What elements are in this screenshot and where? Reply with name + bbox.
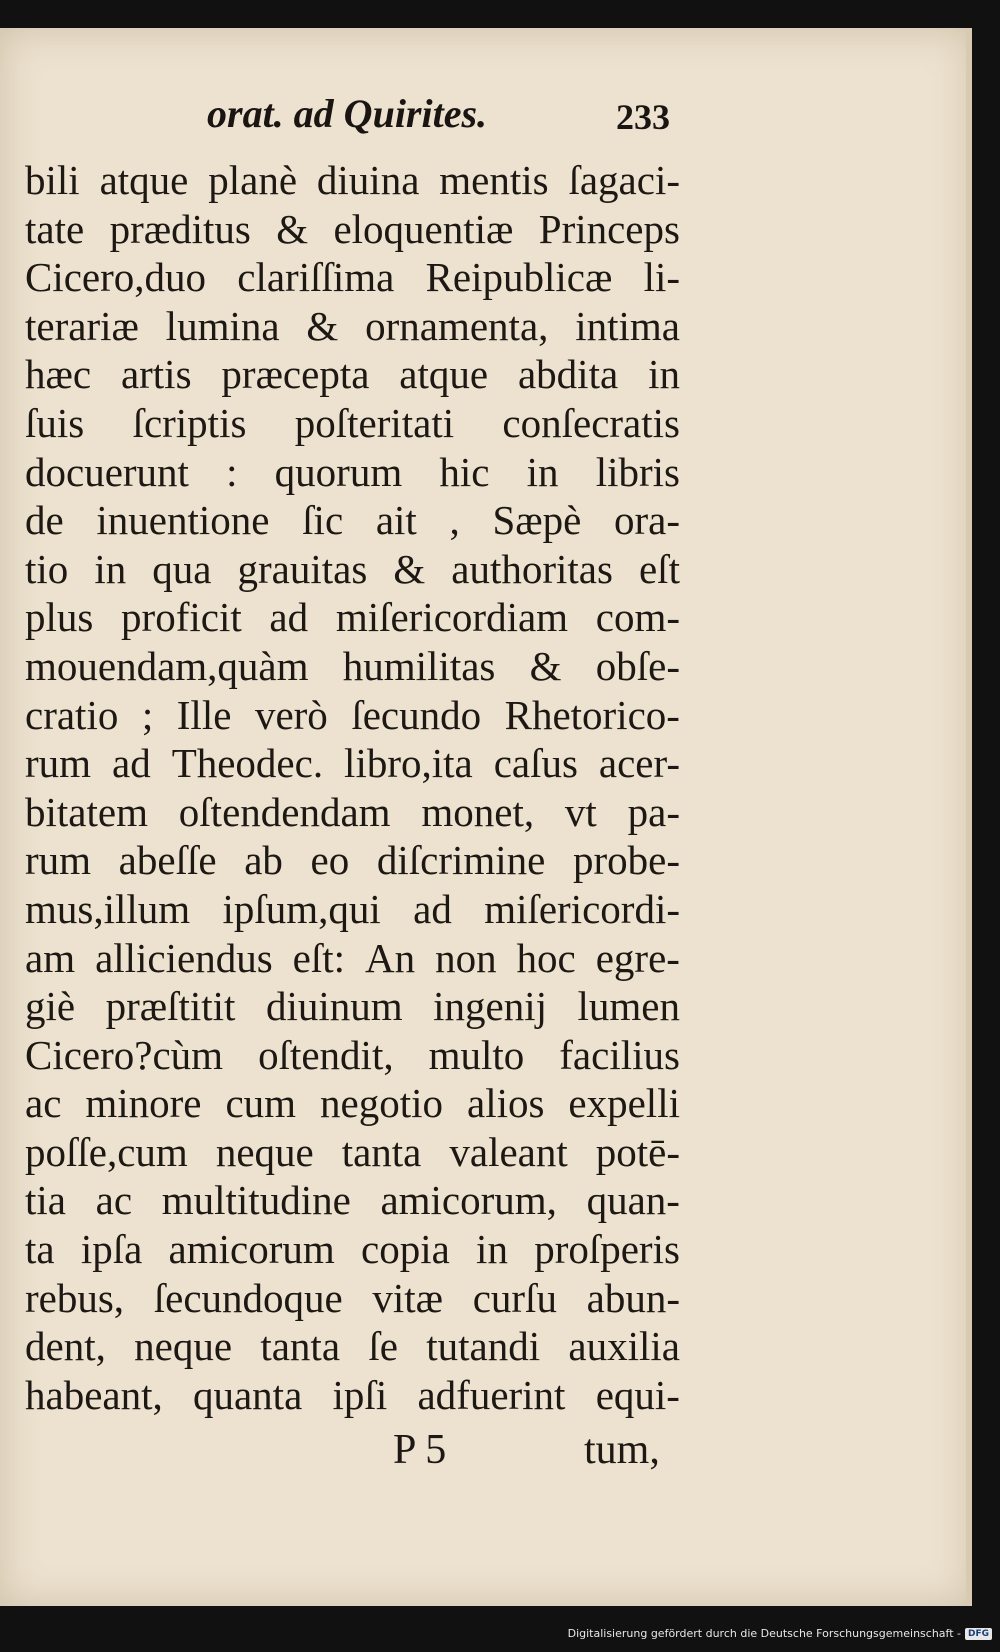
word: inuentione bbox=[96, 497, 270, 544]
word: valeant bbox=[449, 1128, 568, 1175]
word: ipſa bbox=[80, 1226, 143, 1273]
word: diſcrimine bbox=[376, 837, 546, 884]
word: miſericordiam bbox=[335, 594, 569, 641]
word: in bbox=[648, 351, 680, 398]
word: hic bbox=[439, 448, 490, 495]
word: Rhetorico- bbox=[504, 691, 680, 738]
word: egre- bbox=[595, 934, 680, 981]
word: oſtendendam bbox=[178, 788, 391, 835]
word: ſagaci- bbox=[568, 157, 680, 203]
text-line bbox=[25, 1128, 680, 1177]
word: & bbox=[306, 302, 339, 349]
text-line bbox=[25, 253, 680, 302]
text-line bbox=[25, 642, 680, 691]
word: diuinum bbox=[265, 983, 403, 1030]
text-line bbox=[25, 739, 680, 788]
page-number: 233 bbox=[616, 97, 670, 137]
text-line bbox=[25, 1322, 680, 1371]
word: tutandi bbox=[426, 1323, 541, 1370]
text-line bbox=[25, 1031, 680, 1080]
word: præſtitit bbox=[105, 983, 236, 1030]
catchword: tum, bbox=[584, 1427, 660, 1473]
word: ac bbox=[95, 1177, 133, 1224]
word: quorum bbox=[274, 448, 403, 495]
word: mentis bbox=[439, 157, 549, 203]
word: ipſum,qui bbox=[222, 885, 381, 932]
word: cratio bbox=[25, 691, 119, 738]
word: tia bbox=[25, 1177, 66, 1224]
word: tate bbox=[25, 205, 85, 252]
word: equi- bbox=[595, 1371, 680, 1418]
word: curſu bbox=[472, 1274, 557, 1321]
word: multo bbox=[428, 1031, 525, 1078]
word: authoritas bbox=[451, 545, 613, 592]
word: ; bbox=[141, 691, 154, 738]
signature-mark: P 5 bbox=[393, 1427, 447, 1473]
word: poſteritati bbox=[294, 399, 455, 446]
page-header bbox=[0, 68, 972, 138]
text-line bbox=[25, 593, 680, 642]
text-line bbox=[25, 205, 680, 254]
word: Reipublicæ bbox=[425, 254, 613, 301]
word: non bbox=[435, 934, 497, 981]
word: Ille bbox=[176, 691, 232, 738]
word: docuerunt bbox=[25, 448, 189, 495]
word: ad bbox=[413, 885, 452, 932]
word: : bbox=[226, 448, 238, 495]
text-line bbox=[25, 1274, 680, 1323]
word: acer- bbox=[598, 740, 680, 787]
word: in bbox=[476, 1226, 508, 1273]
word: abeſſe bbox=[118, 837, 217, 884]
text-line bbox=[25, 545, 680, 594]
word: auxilia bbox=[568, 1323, 680, 1370]
digitization-credit bbox=[568, 1627, 992, 1640]
word: obſe- bbox=[595, 642, 680, 689]
word: An bbox=[365, 934, 416, 981]
word: atque bbox=[399, 351, 489, 398]
word: quan- bbox=[586, 1177, 680, 1224]
word: intima bbox=[575, 302, 680, 349]
word: oſtendit, bbox=[258, 1031, 394, 1078]
word: vt bbox=[564, 788, 597, 835]
word: habeant, bbox=[25, 1371, 163, 1418]
word: ta bbox=[25, 1226, 55, 1273]
word: eo bbox=[310, 837, 350, 884]
word: vitæ bbox=[372, 1274, 444, 1321]
word: mus,illum bbox=[25, 885, 191, 932]
word: proficit bbox=[121, 594, 242, 641]
word: hæc bbox=[25, 351, 92, 398]
word: neque bbox=[134, 1323, 233, 1370]
word: Princeps bbox=[538, 205, 680, 252]
word: adfuerint bbox=[417, 1371, 566, 1418]
word: dent, bbox=[25, 1323, 106, 1370]
word: atque bbox=[99, 157, 189, 203]
word: ab bbox=[244, 837, 283, 884]
text-line bbox=[25, 934, 680, 983]
running-title: orat. ad Quirites. bbox=[207, 91, 488, 136]
word: ora- bbox=[613, 497, 680, 544]
word: copia bbox=[361, 1226, 450, 1273]
word: Cicero?cùm bbox=[25, 1031, 224, 1078]
body-text bbox=[25, 156, 680, 1419]
word: quanta bbox=[192, 1371, 303, 1418]
text-line bbox=[25, 1176, 680, 1225]
word: libro,ita bbox=[344, 740, 473, 787]
word: rum bbox=[25, 837, 92, 884]
word: ad bbox=[112, 740, 151, 787]
word: & bbox=[276, 205, 309, 252]
text-line bbox=[25, 691, 680, 740]
word: lumina bbox=[165, 302, 280, 349]
text-line bbox=[25, 302, 680, 351]
text-line bbox=[25, 448, 680, 497]
word: cum bbox=[225, 1080, 297, 1127]
word: eſt: bbox=[292, 934, 346, 981]
word: miſericordi- bbox=[484, 885, 680, 932]
text-line bbox=[25, 1371, 680, 1420]
page-footer bbox=[0, 1426, 972, 1486]
word: Sæpè bbox=[492, 497, 582, 544]
word: , bbox=[449, 497, 460, 544]
word: poſſe,cum bbox=[25, 1128, 188, 1175]
word: in bbox=[94, 545, 127, 592]
word: multitudine bbox=[161, 1177, 351, 1224]
word: minore bbox=[85, 1080, 202, 1127]
word: caſus bbox=[493, 740, 578, 787]
word: præditus bbox=[109, 205, 251, 252]
word: artis bbox=[120, 351, 192, 398]
word: tio bbox=[25, 545, 69, 592]
word: ornamenta, bbox=[365, 302, 549, 349]
credit-text: Digitalisierung gefördert durch die Deutsche Forschungsgemeinschaft - bbox=[567, 1627, 961, 1640]
word: am bbox=[25, 934, 76, 981]
word: de bbox=[25, 497, 64, 544]
text-line bbox=[25, 1225, 680, 1274]
word: li- bbox=[643, 254, 680, 301]
text-line bbox=[25, 350, 680, 399]
word: bili bbox=[25, 157, 80, 203]
word: alios bbox=[467, 1080, 545, 1127]
word: rum bbox=[25, 740, 92, 787]
word: ſcriptis bbox=[132, 399, 247, 446]
text-line bbox=[25, 836, 680, 885]
word: plus bbox=[25, 594, 94, 641]
word: ſuis bbox=[25, 399, 85, 446]
text-line bbox=[25, 156, 680, 205]
word: bitatem bbox=[25, 788, 148, 835]
word: Cicero,duo bbox=[25, 254, 207, 301]
word: amicorum, bbox=[380, 1177, 557, 1224]
word: præcepta bbox=[221, 351, 370, 398]
word: conſecratis bbox=[502, 399, 680, 446]
word: libris bbox=[595, 448, 680, 495]
word: ſe bbox=[368, 1323, 398, 1370]
word: planè bbox=[208, 157, 298, 203]
word: Theodec. bbox=[171, 740, 324, 787]
text-line bbox=[25, 1079, 680, 1128]
word: lumen bbox=[577, 983, 680, 1030]
book-page bbox=[0, 28, 972, 1606]
word: abdita bbox=[517, 351, 619, 398]
word: diuina bbox=[316, 157, 420, 203]
word: tanta bbox=[341, 1128, 422, 1175]
word: grauitas bbox=[237, 545, 368, 592]
word: ait bbox=[375, 497, 417, 544]
word: expelli bbox=[568, 1080, 680, 1127]
text-line bbox=[25, 885, 680, 934]
word: negotio bbox=[320, 1080, 444, 1127]
dfg-logo: DFG bbox=[965, 1628, 992, 1640]
word: in bbox=[526, 448, 559, 495]
word: & bbox=[529, 642, 562, 689]
word: humilitas bbox=[342, 642, 496, 689]
text-line bbox=[25, 788, 680, 837]
word: ſic bbox=[302, 497, 344, 544]
word: eloquentiæ bbox=[333, 205, 514, 252]
word: monet, bbox=[421, 788, 535, 835]
word: mouendam,quàm bbox=[25, 642, 309, 689]
word: abun- bbox=[586, 1274, 680, 1321]
word: tanta bbox=[260, 1323, 341, 1370]
word: pa- bbox=[627, 788, 680, 835]
word: terariæ bbox=[25, 302, 139, 349]
word: ad bbox=[269, 594, 309, 641]
text-line bbox=[25, 982, 680, 1031]
word: probe- bbox=[572, 837, 680, 884]
word: alliciendus bbox=[95, 934, 273, 981]
word: eſt bbox=[638, 545, 680, 592]
word: com- bbox=[595, 594, 680, 641]
word: clariſſima bbox=[237, 254, 395, 301]
page-edge bbox=[966, 28, 972, 1606]
word: & bbox=[393, 545, 426, 592]
word: hoc bbox=[516, 934, 576, 981]
word: neque bbox=[215, 1128, 314, 1175]
word: potē- bbox=[595, 1128, 680, 1175]
word: verò bbox=[254, 691, 328, 738]
word: proſperis bbox=[534, 1226, 680, 1273]
word: ipſi bbox=[332, 1371, 388, 1418]
word: ſecundo bbox=[351, 691, 482, 738]
word: ſecundoque bbox=[153, 1274, 343, 1321]
word: amicorum bbox=[168, 1226, 335, 1273]
word: ac bbox=[25, 1080, 62, 1127]
word: giè bbox=[25, 983, 76, 1030]
word: facilius bbox=[559, 1031, 680, 1078]
text-line bbox=[25, 496, 680, 545]
word: rebus, bbox=[25, 1274, 125, 1321]
word: ingenij bbox=[433, 983, 548, 1030]
text-line bbox=[25, 399, 680, 448]
word: qua bbox=[152, 545, 212, 592]
